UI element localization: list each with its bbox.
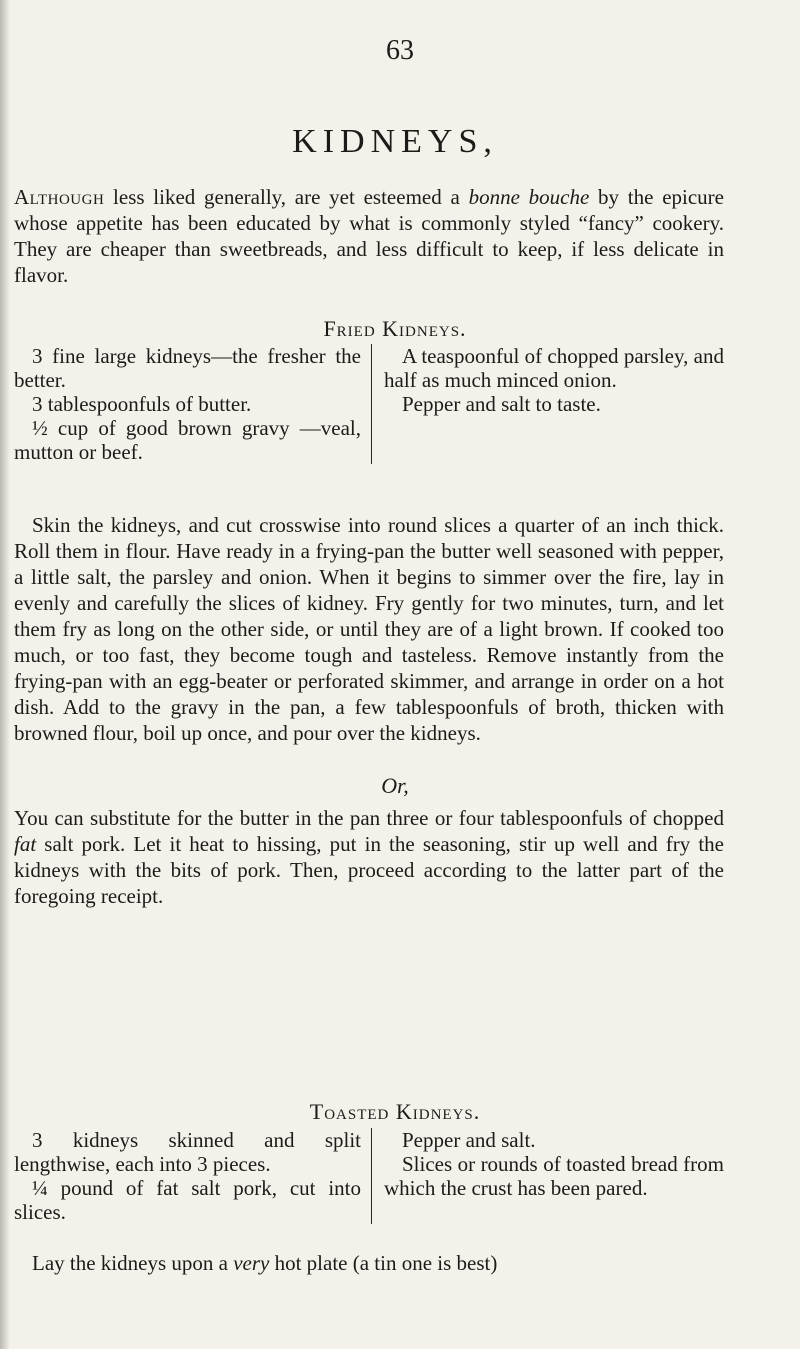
ingredient-item: 3 fine large kidneys—the fresher the better.	[14, 344, 361, 392]
ingredient-item: Pepper and salt.	[402, 1128, 536, 1152]
ingredients-fried-kidneys	[14, 344, 724, 464]
ingredient-item: ½ cup of good brown gravy —veal, mutton or beef.	[14, 416, 361, 464]
ingredients-left-column	[14, 1128, 371, 1224]
ingredients-right-column	[371, 1128, 724, 1224]
variant-text-2: salt pork. Let it heat to hissing, put in the seasoning, stir up well and fry the kidneys with the bits of pork. Then, proceed according to the latter part of the foregoing receipt.	[14, 832, 724, 908]
chapter-title: KIDNEYS,	[292, 123, 498, 160]
ingredient-item: ¼ pound of fat salt pork, cut into slices.	[14, 1176, 361, 1224]
intro-lead-word: Although	[14, 185, 105, 209]
intro-paragraph	[14, 184, 724, 288]
recipe-title-toasted-kidneys: Toasted Kidneys.	[309, 1099, 481, 1124]
variant-text-1: You can substitute for the butter in the pan three or four tablespoonfuls of chopped	[14, 806, 724, 830]
intro-text-2: by the epicure whose appetite has been educated by what is commonly styled “fancy” cookery. They are cheaper than sweetbreads, and less difficult to keep, if less delicate in flavor.	[14, 185, 724, 287]
toasted-method-italic-word: very	[233, 1251, 270, 1275]
or-separator: Or,	[381, 773, 409, 798]
toasted-method-text-2: hot plate (a tin one is best)	[269, 1251, 498, 1275]
variant-italic-word: fat	[14, 832, 37, 856]
ingredient-item: 3 tablespoonfuls of butter.	[32, 392, 252, 416]
ingredient-item: Pepper and salt to taste.	[402, 392, 601, 416]
ingredients-right-column	[371, 344, 724, 464]
recipe-title-fried-kidneys: Fried Kidneys.	[323, 316, 467, 341]
ingredient-item: 3 kidneys skinned and split lengthwise, each into 3 pieces.	[14, 1128, 361, 1176]
page-number: 63	[386, 35, 414, 66]
ingredients-toasted-kidneys	[14, 1128, 724, 1224]
intro-text-1: less liked generally, are yet esteemed a	[104, 185, 469, 209]
toasted-method-text-1: Lay the kidneys upon a	[32, 1251, 234, 1275]
method-fried-kidneys: Skin the kidneys, and cut crosswise into round slices a quarter of an inch thick. Roll them in flour. Have ready in a frying-pan the butter well seasoned with pepper, a little salt, the parsley and onion. When it begins to simmer over the fire, lay in evenly and carefully the slices of kidney. Fry gently for two minutes, turn, and let them fry as long on the other side, or until they are of a light brown. If cooked too much, or too fast, they become tough and tasteless. Remove instantly from the frying-pan with an egg-beater or perforated skimmer, and arrange in order on a hot dish. Add to the gravy in the pan, a few tablespoonfuls of broth, thicken with browned flour, boil up once, and pour over the kidneys.	[14, 513, 724, 745]
intro-italic-phrase: bonne bouche	[468, 185, 590, 209]
page-edge-shadow	[0, 0, 10, 1349]
ingredients-left-column	[14, 344, 371, 464]
variant-paragraph	[14, 805, 724, 909]
ingredient-item: A teaspoonful of chopped parsley, and half as much minced onion.	[384, 344, 724, 392]
ingredient-item: Slices or rounds of toasted bread from which the crust has been pared.	[384, 1152, 724, 1200]
method-toasted-kidneys	[14, 1250, 724, 1276]
